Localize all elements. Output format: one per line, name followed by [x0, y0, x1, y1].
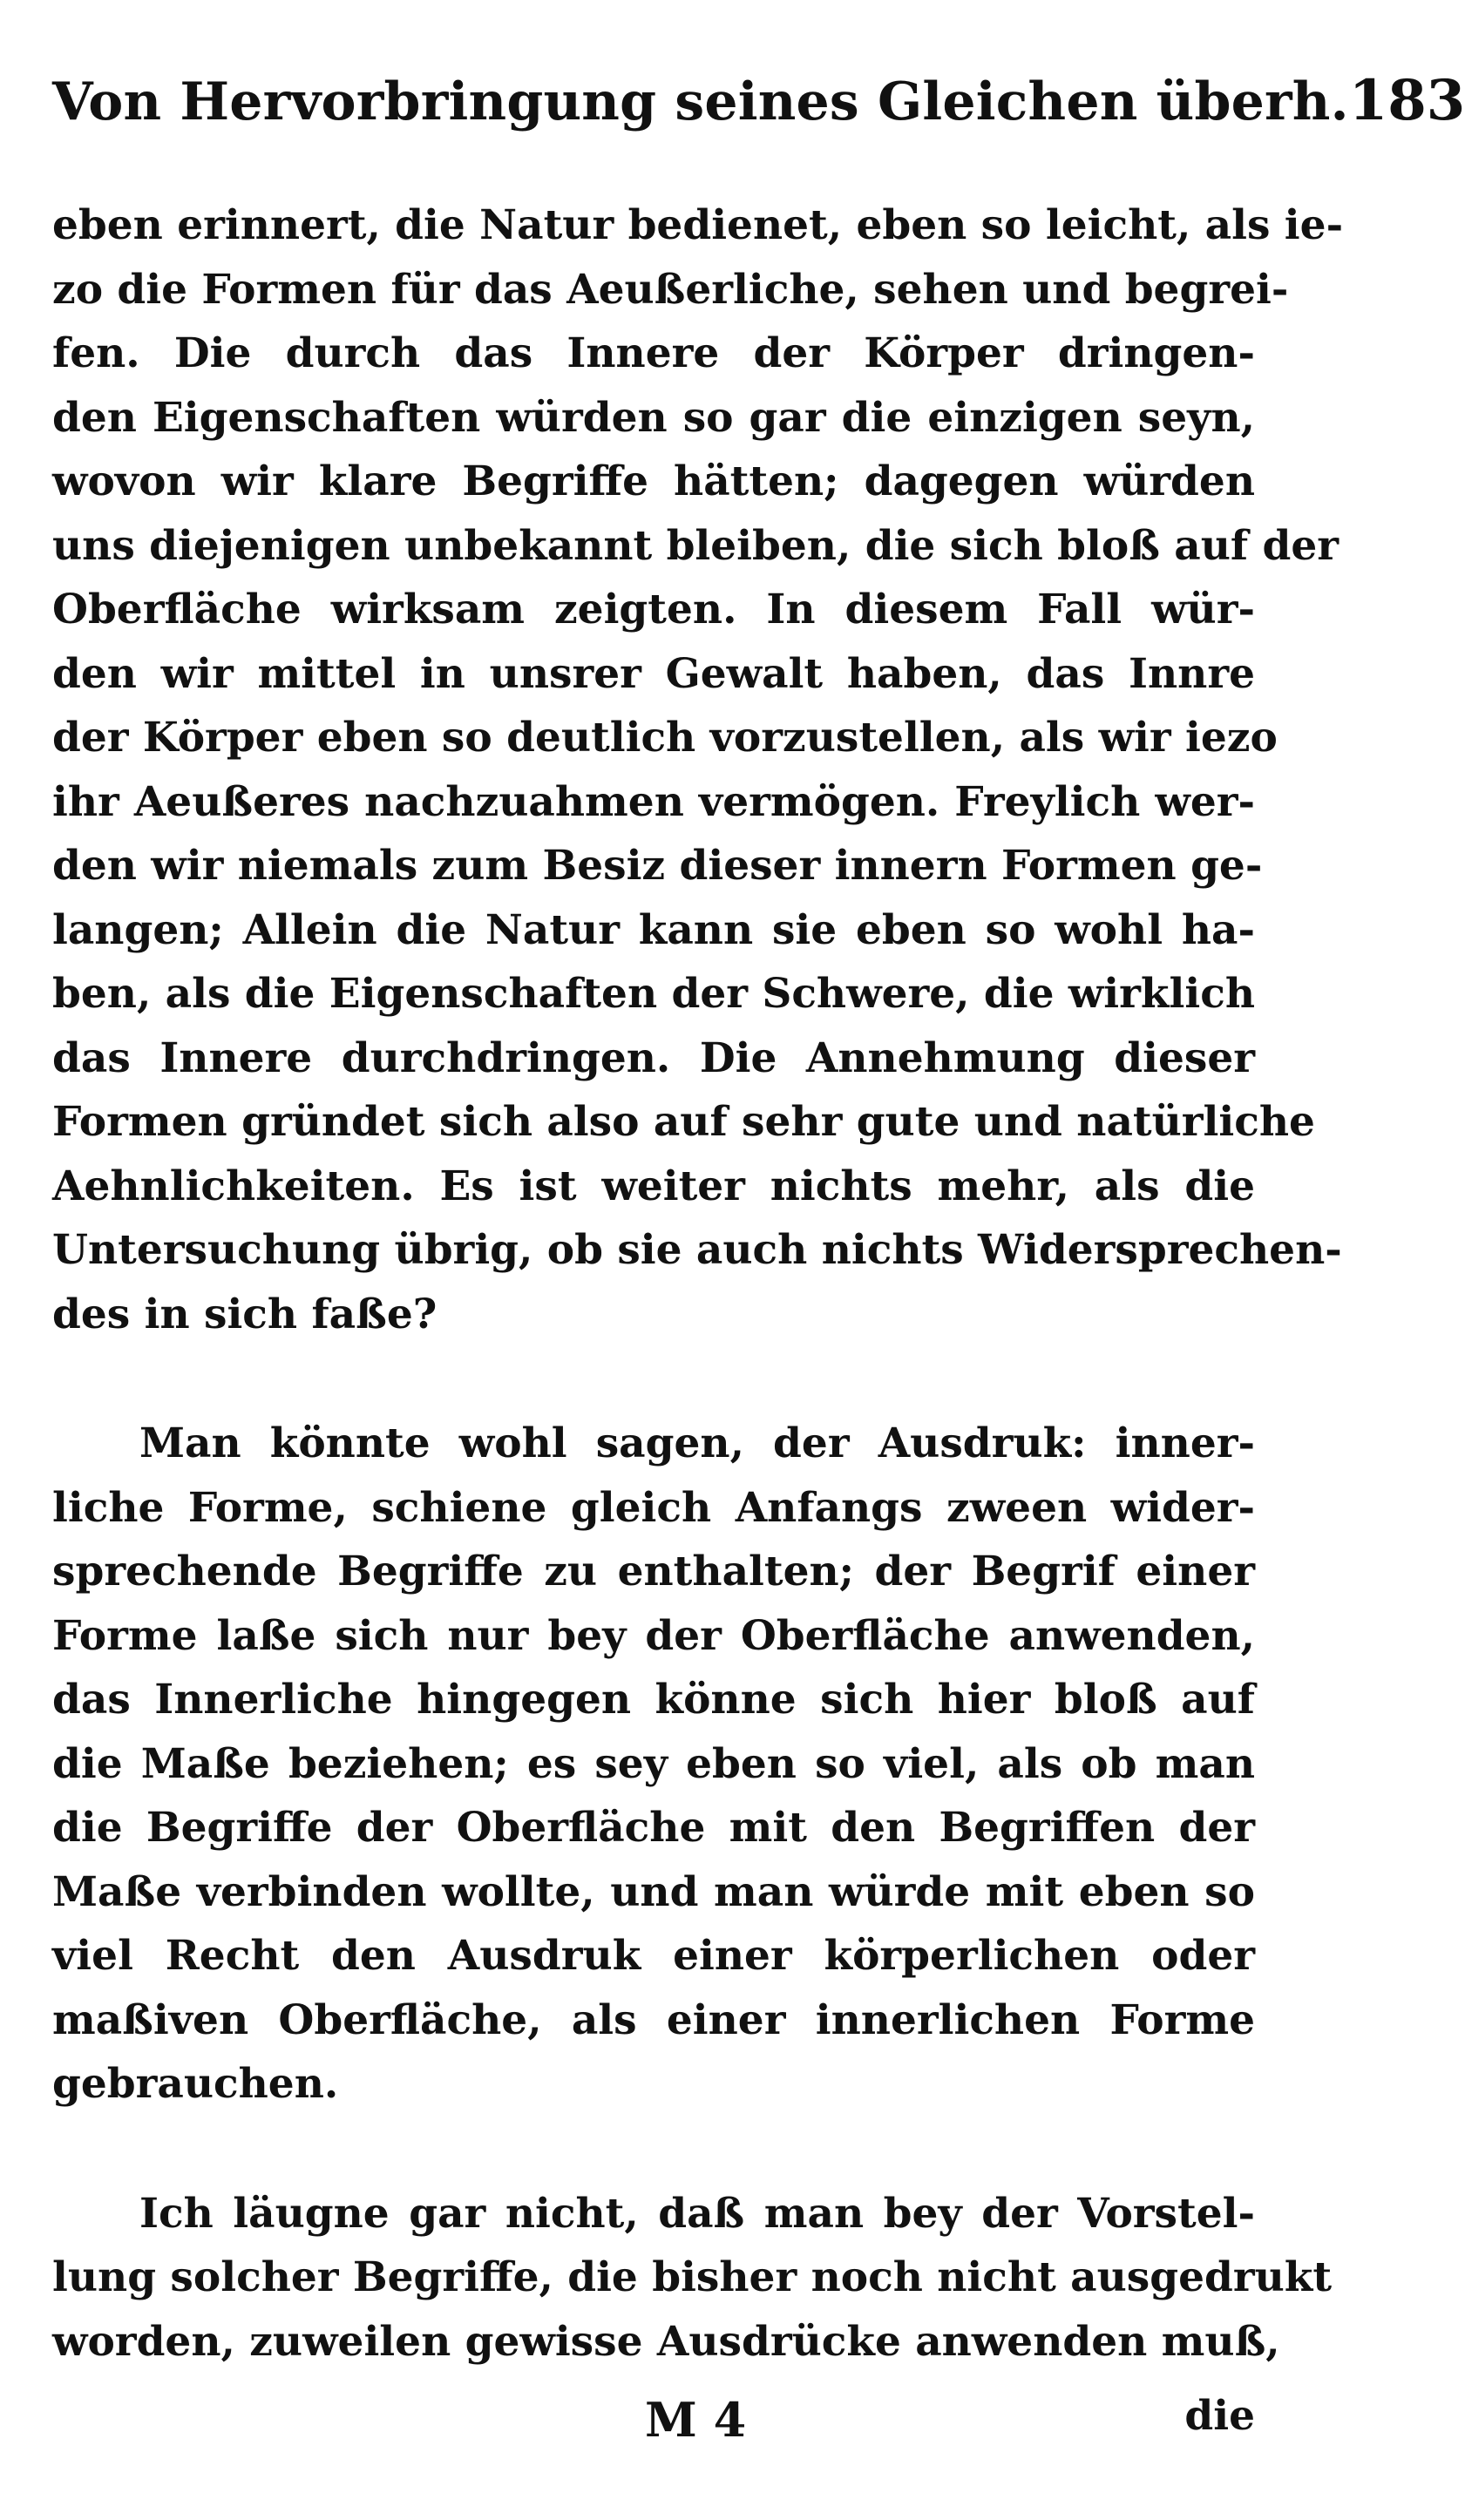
text-line: das Innerliche hingegen könne sich hier bloß auf	[52, 1676, 1255, 1724]
text-line: gebrauchen.	[52, 2060, 339, 2108]
text-line: viel Recht den Ausdruk einer körperlichen oder	[52, 1932, 1255, 1980]
text-line: das Innere durchdringen. Die Annehmung dieser	[52, 1033, 1255, 1082]
text-line: uns diejenigen unbekannt bleiben, die sich bloß auf der	[52, 521, 1340, 570]
text-line: langen; Allein die Natur kann sie eben so wohl ha-	[52, 905, 1255, 954]
text-line: Oberfläche wirksam zeigten. In diesem Fall wür-	[52, 586, 1255, 633]
text-line: der Körper eben so deutlich vorzustellen, als wir iezo	[52, 714, 1278, 762]
page-header	[52, 68, 1465, 164]
text-line: Aehnlichkeiten. Es ist weiter nichts mehr, als die	[52, 1162, 1255, 1210]
text-line: den wir niemals zum Besiz dieser innern Formen ge-	[52, 842, 1263, 890]
text-line: Man könnte wohl sagen, der Ausdruk: inner-	[139, 1419, 1255, 1467]
signature-mark: M 4	[645, 2392, 747, 2448]
text-line: wovon wir klare Begriffe hätten; dagegen würden	[52, 457, 1255, 505]
text-line: liche Forme, schiene gleich Anfangs zween wider-	[52, 1483, 1255, 1532]
body-text	[52, 193, 1344, 2374]
text-line: lung solcher Begriffe, die bisher noch nicht ausgedrukt	[52, 2253, 1333, 2301]
running-title: Von Hervorbringung seines Gleichen überh.	[52, 71, 1349, 132]
text-line: Maße verbinden wollte, und man würde mit eben so	[52, 1867, 1255, 1916]
text-line: eben erinnert, die Natur bedienet, eben so leicht, als ie-	[52, 201, 1344, 249]
text-line: Ich läugne gar nicht, daß man bey der Vorstel-	[139, 2189, 1255, 2238]
text-line: ben, als die Eigenschaften der Schwere, die wirklich	[52, 970, 1255, 1018]
page-number: 183	[1348, 68, 1465, 133]
page-footer	[52, 2392, 1255, 2462]
catchword: die	[1184, 2392, 1255, 2440]
text-line: Formen gründet sich also auf sehr gute und natürliche	[52, 1098, 1315, 1146]
text-line: sprechende Begriffe zu enthalten; der Begrif einer	[52, 1548, 1255, 1595]
text-line: zo die Formen für das Aeußerliche, sehen und begrei-	[52, 265, 1289, 314]
text-line: die Maße beziehen; es sey eben so viel, als ob man	[52, 1739, 1255, 1788]
text-line: den Eigenschaften würden so gar die einzigen seyn,	[52, 393, 1255, 442]
text-line: die Begriffe der Oberfläche mit den Begriffen der	[52, 1804, 1255, 1852]
text-line: des in sich faße?	[52, 1290, 437, 1338]
text-line: ihr Aeußeres nachzuahmen vermögen. Freylich wer-	[52, 777, 1255, 826]
text-line: fen. Die durch das Innere der Körper dringen-	[52, 329, 1255, 377]
text-line: maßiven Oberfläche, als einer innerlichen Forme	[52, 1995, 1255, 2044]
text-line: Forme laße sich nur bey der Oberfläche anwenden,	[52, 1611, 1255, 1660]
text-line: worden, zuweilen gewisse Ausdrücke anwenden muß,	[52, 2317, 1280, 2366]
text-line: Untersuchung übrig, ob sie auch nichts Widersprechen-	[52, 1226, 1342, 1274]
text-line: den wir mittel in unsrer Gewalt haben, das Innre	[52, 649, 1255, 698]
